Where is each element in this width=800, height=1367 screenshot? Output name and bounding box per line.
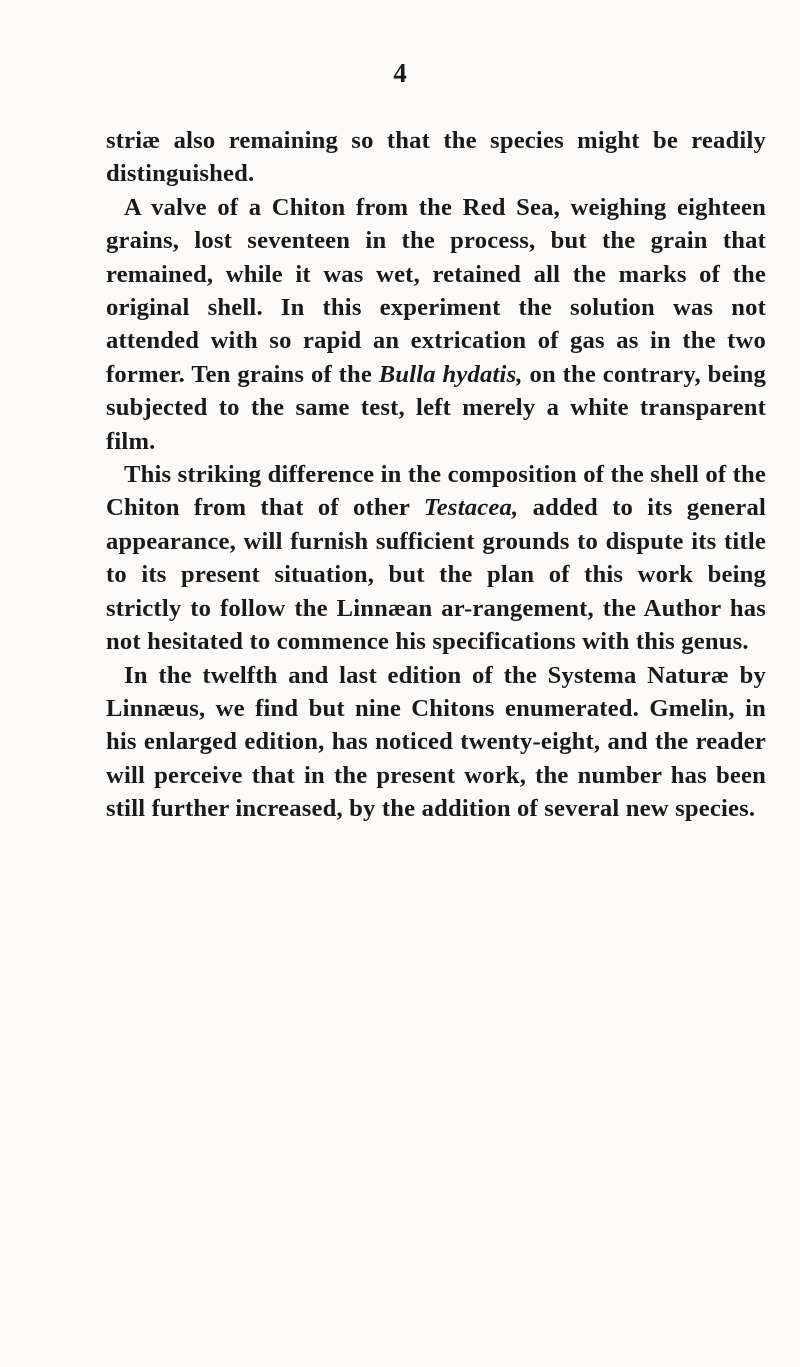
paragraph-4-text: In the twelfth and last edition of the Systema Naturæ by Linnæus, we find but nine Chitons enumerated. Gmelin, in his enlarged edition, has noticed twenty-eight, and the reader will perceive that in the present work, the number has been still further increased, by the addition of several new species. bbox=[106, 661, 766, 823]
paragraph-2-text-b: on the contrary, being subjected to the same test, left merely a white transparent film. bbox=[106, 360, 766, 455]
paragraph-1 bbox=[106, 124, 766, 191]
page-number: 4 bbox=[393, 58, 407, 88]
term-testacea: Testacea, bbox=[423, 494, 519, 522]
species-name-bulla-hydatis: Bulla hydatis, bbox=[378, 360, 523, 388]
paragraph-1-text: striæ also remaining so that the species might be readily distinguished. bbox=[106, 127, 766, 188]
paragraph-3 bbox=[106, 458, 766, 658]
paragraph-2 bbox=[106, 191, 766, 458]
paragraph-3-text-a: This striking difference in the composition of the shell of the Chiton from that of other bbox=[106, 461, 767, 522]
body-text bbox=[106, 124, 766, 826]
paragraph-4 bbox=[106, 659, 766, 826]
paragraph-3-text-b: added to its general appearance, will furnish sufficient grounds to dispute its title to its present situation, but the plan of this work being strictly to follow the Linnæan ar-rangement, the Author has not hesitated to commence his specifications with this genus. bbox=[106, 494, 766, 656]
paragraph-2-text-a: A valve of a Chiton from the Red Sea, weighing eighteen grains, lost seventeen in the process, but the grain that remained, while it was wet, retained all the marks of the original shell. In this experiment the solution was not attended with so rapid an extrication of gas as in the two former. Ten grains of the bbox=[106, 193, 766, 388]
